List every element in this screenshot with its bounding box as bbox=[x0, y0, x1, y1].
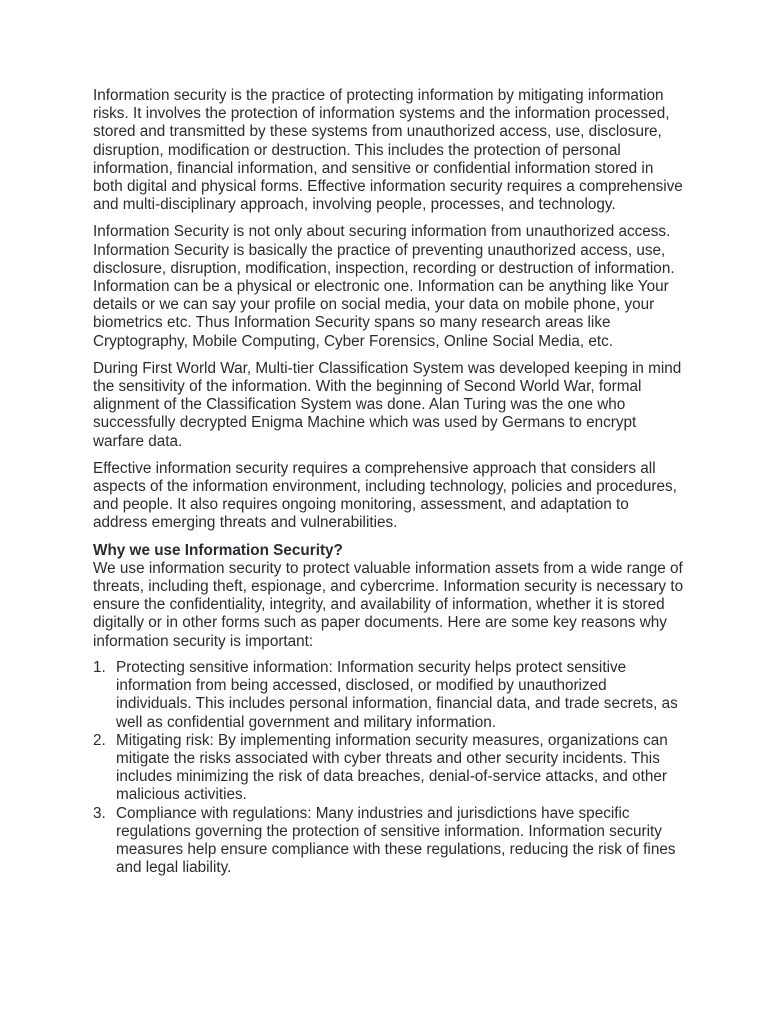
reasons-list bbox=[93, 659, 685, 877]
document-page bbox=[93, 87, 685, 877]
paragraph-history: During First World War, Multi-tier Classification System was developed keeping in mind the sensitivity of the information. With the beginning of Second World War, formal alignment of the Classification System was done. Alan Turing was the one who successfully decrypted Enigma Machine which was used by Germans to encrypt warfare data. bbox=[93, 359, 682, 450]
list-item-text: Protecting sensitive information: Information security helps protect sensitive information from being accessed, disclosed, or modified by unauthorized individuals. This includes personal information, financial data, and trade secrets, as well as confidential government and military information. bbox=[116, 658, 678, 731]
list-item-text: Mitigating risk: By implementing information security measures, organizations can mitigate the risks associated with cyber threats and other security incidents. This includes minimizing the risk of data breaches, denial-of-service attacks, and other malicious activities. bbox=[116, 731, 668, 804]
paragraph-intro: Information security is the practice of protecting information by mitigating information risks. It involves the protection of information systems and the information processed, stored and transmitted by these systems from unauthorized access, use, disclosure, disruption, modification or destruction. This includes the protection of personal information, financial information, and sensitive or confidential information stored in both digital and physical forms. Effective information security requires a comprehensive and multi-disciplinary approach, involving people, processes, and technology. bbox=[93, 87, 683, 214]
paragraph-definition: Information Security is not only about securing information from unauthorized access. Information Security is basically the practice of preventing unauthorized access, use, disclosure, disruption, modification, inspection, recording or destruction of information. Information can be a physical or electronic one. Information can be anything like Your details or we can say your profile on social media, your data on mobile phone, your biometrics etc. Thus Information Security spans so many research areas like Cryptography, Mobile Computing, Cyber Forensics, Online Social Media, etc. bbox=[93, 223, 675, 350]
section-heading: Why we use Information Security? bbox=[93, 541, 343, 559]
list-item-text: Compliance with regulations: Many industries and jurisdictions have specific regulations governing the protection of sensitive information. Information security measures help ensure compliance with these regulations, reducing the risk of fines and legal liability. bbox=[116, 804, 676, 877]
list-item bbox=[93, 805, 685, 878]
list-item-number: 1. bbox=[93, 658, 106, 676]
list-item-number: 2. bbox=[93, 731, 106, 749]
paragraph-approach: Effective information security requires a comprehensive approach that considers all aspects of the information environment, including technology, policies and procedures, and people. It also requires ongoing monitoring, assessment, and adaptation to address emerging threats and vulnerabilities. bbox=[93, 459, 677, 532]
list-item bbox=[93, 659, 685, 732]
section-intro: We use information security to protect valuable information assets from a wide range of threats, including theft, espionage, and cybercrime. Information security is necessary to ensure the confidentiality, integrity, and availability of information, whether it is stored digitally or in other forms such as paper documents. Here are some key reasons why information security is important: bbox=[93, 559, 684, 650]
list-item bbox=[93, 732, 685, 805]
list-item-number: 3. bbox=[93, 804, 106, 822]
